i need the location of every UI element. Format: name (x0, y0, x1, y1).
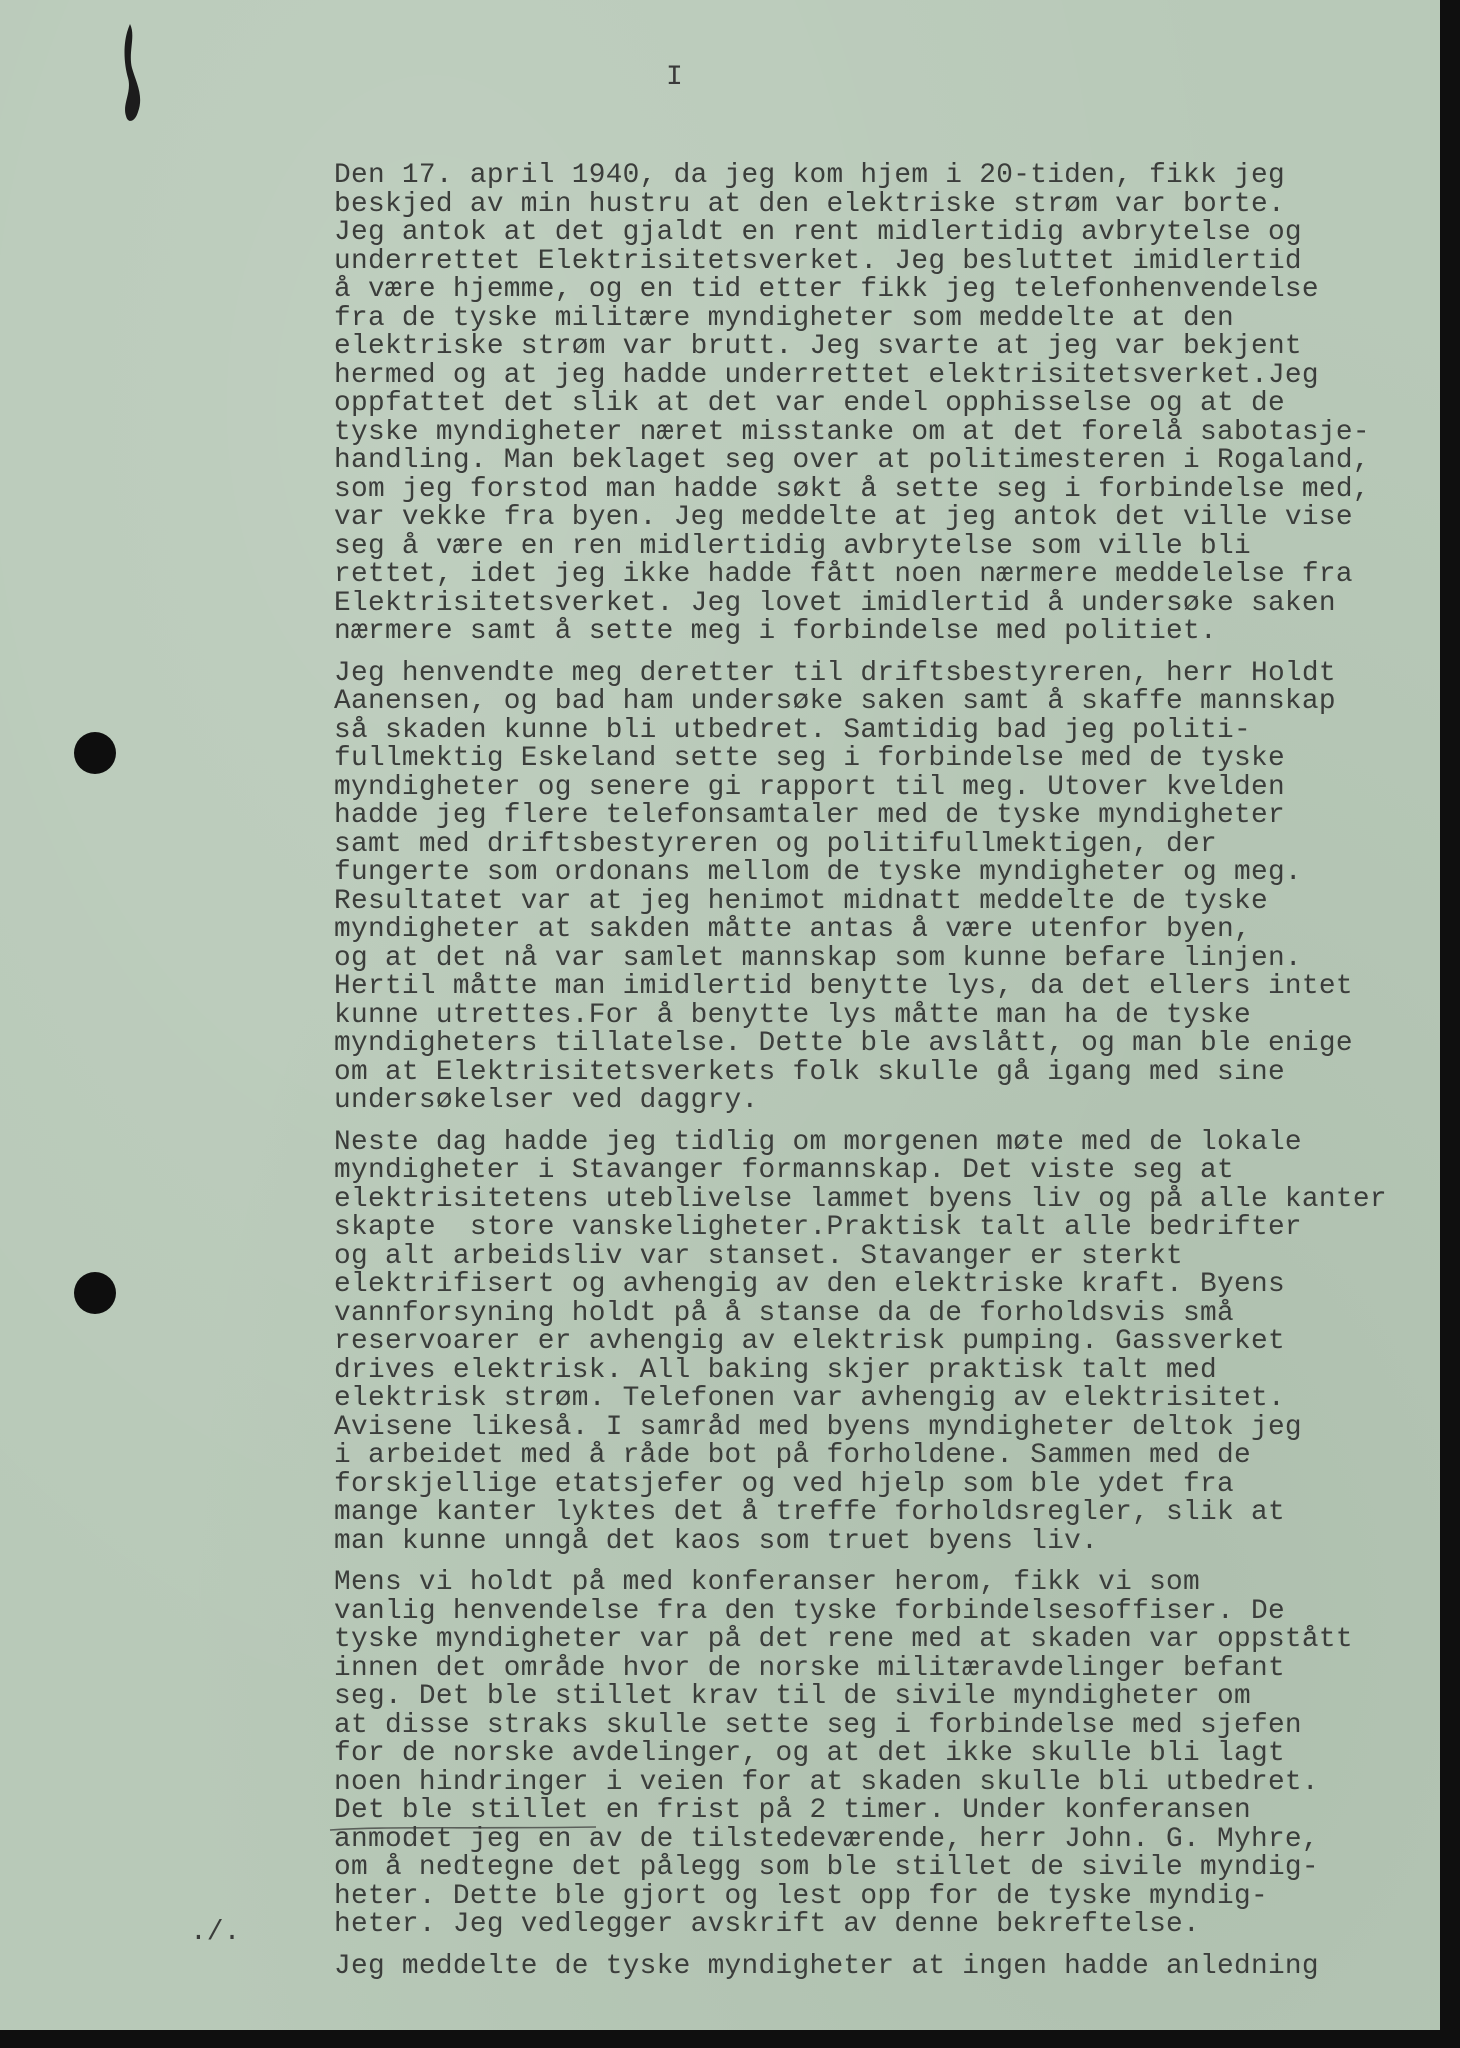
text-line: heter. Dette ble gjort og lest opp for de tyske myndig- (334, 1880, 1268, 1912)
paragraph (334, 1950, 1434, 1982)
page-number: I (666, 62, 683, 93)
text-line: underrettet Elektrisitetsverket. Jeg besluttet imidlertid (334, 245, 1302, 277)
text-line: elektriske strøm var brutt. Jeg svarte at jeg var bekjent (334, 331, 1302, 362)
text-line: og alt arbeidsliv var stanset. Stavanger er sterkt (334, 1240, 1184, 1272)
continuation-mark: ./. (190, 1917, 241, 1948)
text-line: rettet, idet jeg ikke hadde fått noen nærmere meddelelse fra (334, 559, 1353, 590)
text-line: oppfattet det slik at det var endel opphisselse og at de (334, 388, 1285, 419)
text-line: tyske myndigheter var på det rene med at skaden var oppstått (334, 1624, 1353, 1655)
paragraph (334, 162, 1434, 647)
text-line: nærmere samt å sette meg i forbindelse med politiet. (334, 616, 1218, 647)
text-line: reservoarer er avhengig av elektrisk pumping. Gassverket (334, 1326, 1285, 1357)
text-line: at disse straks skulle sette seg i forbindelse med sjefen (334, 1709, 1302, 1741)
text-line: i arbeidet med å råde bot på forholdene. Sammen med de (334, 1440, 1251, 1471)
text-line: Elektrisitetsverket. Jeg lovet imidlertid å undersøke saken (334, 587, 1336, 619)
text-line: myndigheter i Stavanger formannskap. Det viste seg at (334, 1155, 1234, 1186)
text-line: samt med driftsbestyreren og politifullmektigen, der (334, 828, 1218, 860)
paragraph (334, 1569, 1434, 1940)
text-line: elektrifisert og avhengig av den elektriske kraft. Byens (334, 1269, 1285, 1300)
text-line: vanlig henvendelse fra den tyske forbindelsesoffiser. De (334, 1595, 1285, 1627)
text-line: skapte store vanskeligheter.Praktisk talt alle bedrifter (334, 1212, 1302, 1243)
text-line: undersøkelser ved daggry. (334, 1085, 759, 1116)
punch-hole (74, 1272, 116, 1314)
ink-stain (118, 22, 148, 126)
text-line: mange kanter lyktes det å treffe forholdsregler, slik at (334, 1497, 1285, 1528)
text-line: seg å være en ren midlertidig avbrytelse som ville bli (334, 530, 1251, 562)
text-line: for de norske avdelinger, og at det ikke skulle bli lagt (334, 1738, 1285, 1769)
text-line: beskjed av min hustru at den elektriske strøm var borte. (334, 188, 1285, 220)
text-line: så skaden kunne bli utbedret. Samtidig bad jeg politi- (334, 714, 1251, 746)
text-line: drives elektrisk. All baking skjer praktisk talt med (334, 1354, 1218, 1386)
text-line: hermed og at jeg hadde underrettet elektrisitetsverket.Jeg (334, 359, 1319, 391)
text-line: og at det nå var samlet mannskap som kunne befare linjen. (334, 942, 1302, 974)
text-line: noen hindringer i veien for at skaden skulle bli utbedret. (334, 1766, 1319, 1798)
text-line: Hertil måtte man imidlertid benytte lys, da det ellers intet (334, 971, 1353, 1002)
letter-body (334, 162, 1434, 1994)
text-line: Jeg meddelte de tyske myndigheter at ingen hadde anledning (334, 1950, 1319, 1982)
text-line: var vekke fra byen. Jeg meddelte at jeg antok det ville vise (334, 502, 1353, 533)
text-line: Resultatet var at jeg henimot midnatt meddelte de tyske (334, 885, 1268, 917)
text-line: myndigheters tillatelse. Dette ble avslått, og man ble enige (334, 1028, 1353, 1059)
paragraph (334, 1126, 1434, 1557)
paragraph (334, 657, 1434, 1116)
text-line: hadde jeg flere telefonsamtaler med de tyske myndigheter (334, 800, 1285, 831)
text-line: anmodet jeg en av de tilstedeværende, herr John. G. Myhre, (334, 1823, 1319, 1855)
text-line: myndigheter at sakden måtte antas å være utenfor byen, (334, 914, 1251, 945)
text-line: om at Elektrisitetsverkets folk skulle gå igang med sine (334, 1056, 1285, 1088)
text-line: elektrisitetens uteblivelse lammet byens liv og på alle kanter (334, 1183, 1387, 1215)
text-line: som jeg forstod man hadde søkt å sette seg i forbindelse med, (334, 473, 1370, 505)
text-line: handling. Man beklaget seg over at politimesteren i Rogaland, (334, 445, 1370, 476)
text-line: vannforsyning holdt på å stanse da de forholdsvis små (334, 1297, 1234, 1329)
text-line: kunne utrettes.For å benytte lys måtte man ha de tyske (334, 999, 1251, 1031)
text-line: Aanensen, og bad ham undersøke saken samt å skaffe mannskap (334, 686, 1336, 717)
text-line: om å nedtegne det pålegg som ble stillet de sivile myndig- (334, 1852, 1319, 1883)
text-line: heter. Jeg vedlegger avskrift av denne bekreftelse. (334, 1909, 1201, 1940)
text-line: elektrisk strøm. Telefonen var avhengig av elektrisitet. (334, 1383, 1285, 1414)
text-line: Jeg henvendte meg deretter til driftsbestyreren, herr Holdt (334, 657, 1336, 689)
text-line: Det ble stillet en frist på 2 timer. Under konferansen (334, 1795, 1251, 1826)
text-line: myndigheter og senere gi rapport til meg. Utover kvelden (334, 771, 1285, 803)
text-line: Avisene likeså. I samråd med byens myndigheter deltok jeg (334, 1411, 1302, 1443)
text-line: seg. Det ble stillet krav til de sivile myndigheter om (334, 1681, 1251, 1712)
text-line: fullmektig Eskeland sette seg i forbindelse med de tyske (334, 743, 1285, 774)
text-line: tyske myndigheter næret misstanke om at det forelå sabotasje- (334, 416, 1370, 448)
text-line: fra de tyske militære myndigheter som meddelte at den (334, 302, 1234, 334)
punch-hole (74, 732, 116, 774)
text-line: Den 17. april 1940, da jeg kom hjem i 20-tiden, fikk jeg (334, 160, 1285, 191)
text-line: innen det område hvor de norske militæravdelinger befant (334, 1652, 1285, 1684)
text-line: Jeg antok at det gjaldt en rent midlertidig avbrytelse og (334, 217, 1302, 248)
text-line: man kunne unngå det kaos som truet byens liv. (334, 1525, 1099, 1557)
text-line: Mens vi holdt på med konferanser herom, fikk vi som (334, 1567, 1201, 1598)
text-line: fungerte som ordonans mellom de tyske myndigheter og meg. (334, 857, 1302, 888)
text-line: Neste dag hadde jeg tidlig om morgenen møte med de lokale (334, 1126, 1302, 1158)
text-line: å være hjemme, og en tid etter fikk jeg telefonhenvendelse (334, 274, 1319, 305)
text-line: forskjellige etatsjefer og ved hjelp som ble ydet fra (334, 1468, 1234, 1500)
